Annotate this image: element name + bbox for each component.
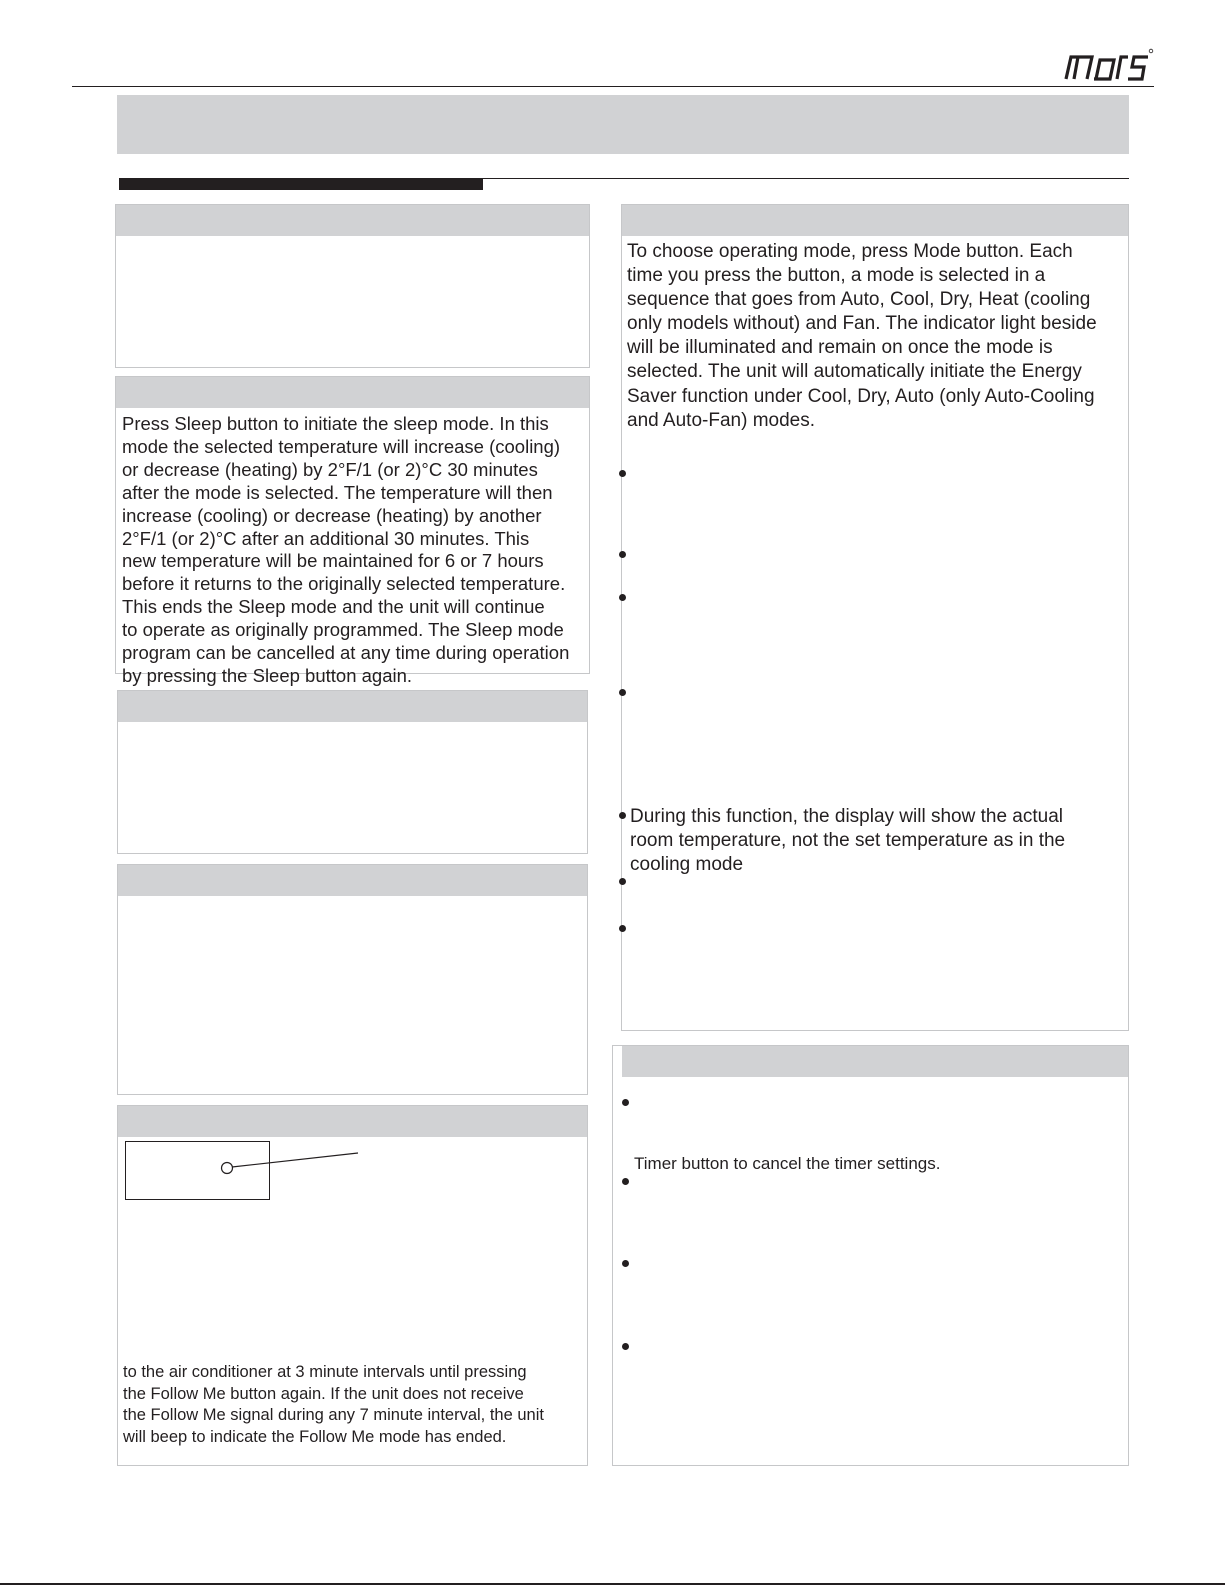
mode-bullet-1 [619, 470, 626, 477]
panel-follow-me [117, 1105, 588, 1466]
panel-mode-header [622, 205, 1128, 236]
mode-bullet-6 [619, 878, 626, 885]
mode-bullet-7 [619, 925, 626, 932]
header-rule [72, 86, 1154, 87]
panel-sleep [115, 376, 590, 686]
brand-logo-text: mars [1062, 46, 1065, 47]
page-title-band [117, 95, 1129, 154]
mode-bullet-4 [619, 689, 626, 696]
brand-logo-icon [1062, 46, 1154, 86]
panel-left-4 [117, 864, 588, 1095]
timer-cancel-note: Timer button to cancel the timer settings. [634, 1154, 941, 1173]
mode-intro: To choose operating mode, press Mode button. Each time you press the button, a mode is selected in a sequence that goes from Auto, Cool, Dry, Heat (cooling only models without) and Fan. The indicator light beside will be illuminated and remain on once the mode is selected. The unit will automatically initiate the Energy Saver function under Cool, Dry, Auto (only Auto-Cooling and Auto-Fan) modes. [627, 241, 1097, 431]
sleep-description: Press Sleep button to initiate the sleep mode. In this mode the selected temperature will increase (cooling) or decrease (heating) by 2°F/1 (or 2)°C 30 minutes after the mode is selected. The temperature will then increase (cooling) or decrease (heating) by another 2°F/1 (or 2)°C after an additional 30 minutes. This new temperature will be maintained for 6 or 7 hours before it returns to the originally selected temperature. This ends the Sleep mode and the unit will continue to operate as originally programmed. The Sleep mode program can be cancelled at any time during operation by pressing the Sleep button again. [122, 413, 570, 686]
timer-bullet-4 [622, 1343, 629, 1350]
timer-bullet-3 [622, 1260, 629, 1267]
panel-left-1 [115, 204, 590, 368]
timer-bullet-1 [622, 1099, 629, 1106]
mode-bullet-2 [619, 551, 626, 558]
section-accent-rule [119, 178, 1129, 179]
mode-display-note: During this function, the display will show the actual room temperature, not the set temperature as in the cooling mode [630, 806, 1066, 876]
mode-bullet-5 [619, 812, 626, 819]
panel-timer-header [622, 1046, 1128, 1077]
panel-left-1-header [116, 205, 589, 236]
section-accent-bar [119, 178, 483, 190]
panel-sleep-header [116, 377, 589, 408]
follow-me-description: to the air conditioner at 3 minute intervals until pressing the Follow Me button again. If the unit does not receive the Follow Me signal during any 7 minute interval, the unit will beep to indicate the Follow Me mode has ended. [123, 1363, 544, 1446]
timer-bullet-2 [622, 1178, 629, 1185]
panel-mode [621, 204, 1129, 1031]
panel-timer [612, 1045, 1129, 1466]
brand-logo [1062, 46, 1154, 86]
mode-bullet-3 [619, 594, 626, 601]
panel-left-3-header [118, 691, 587, 722]
sensor-callout-icon [118, 1106, 589, 1206]
panel-left-3 [117, 690, 588, 854]
panel-left-4-header [118, 865, 587, 896]
